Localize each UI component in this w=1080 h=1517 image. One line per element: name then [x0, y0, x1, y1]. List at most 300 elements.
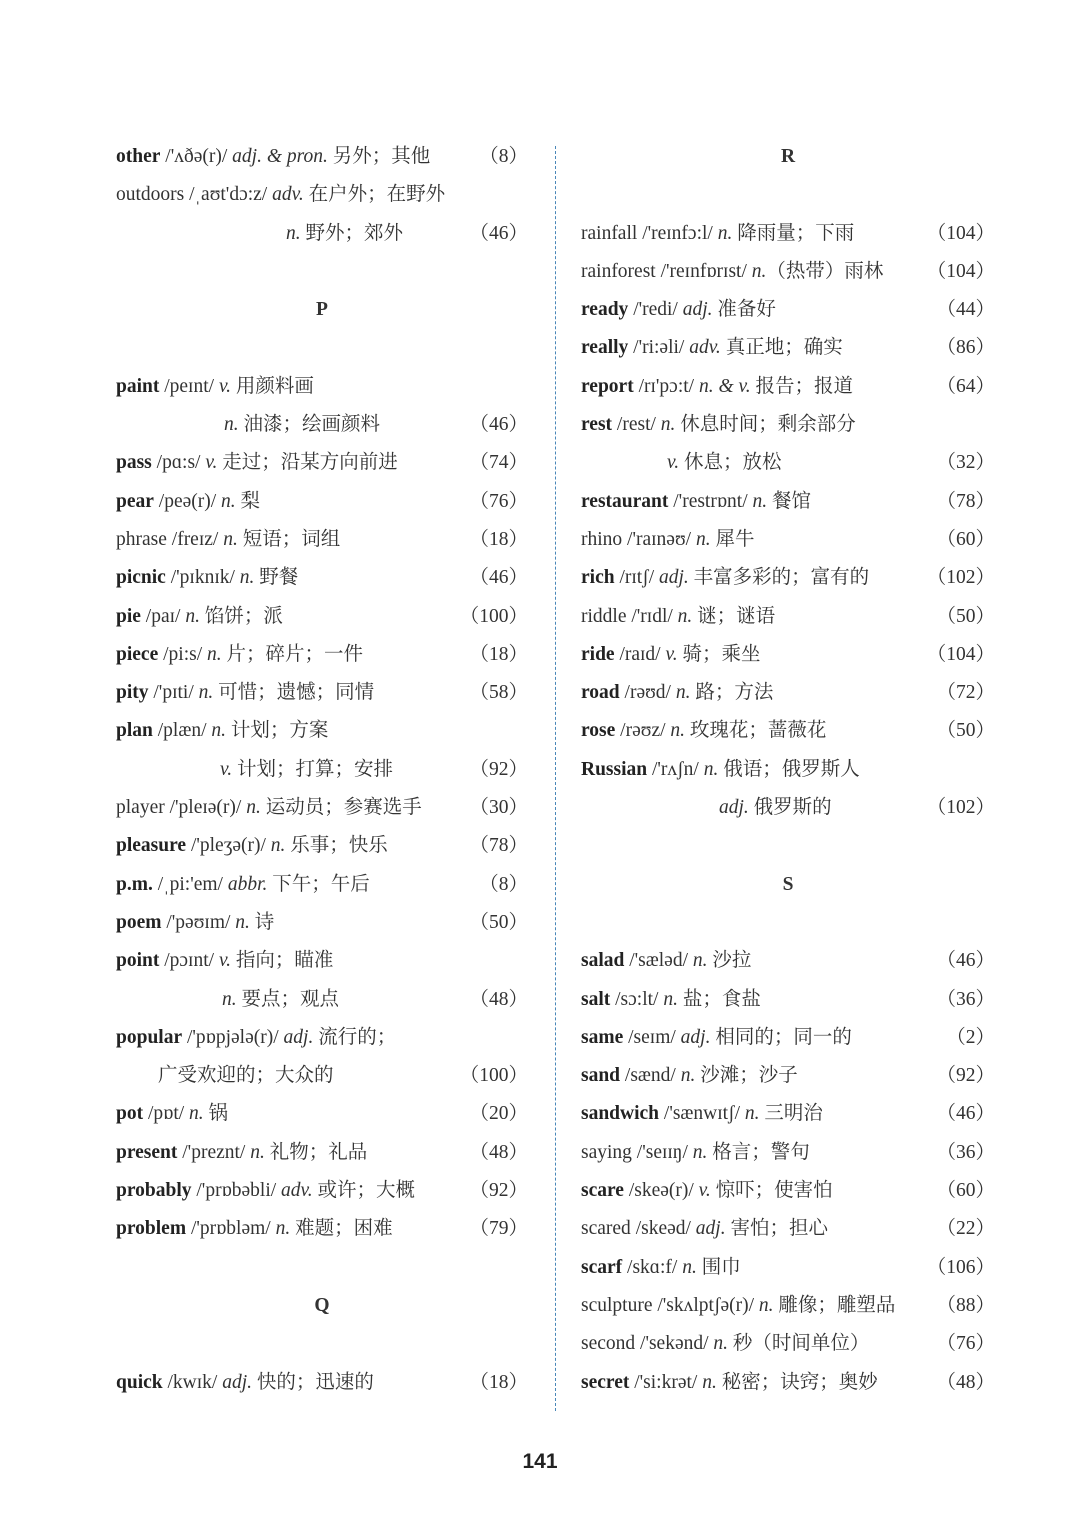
definition: 油漆；绘画颜料 — [238, 414, 381, 436]
entry-continuation — [581, 789, 995, 827]
spacer — [581, 827, 995, 865]
part-of-speech: n. — [235, 911, 250, 933]
definition: 围巾 — [696, 1256, 741, 1278]
definition: 休息；放松 — [679, 452, 782, 474]
phonetic: /freɪz/ — [166, 528, 224, 550]
entry-text — [224, 406, 380, 444]
page-ref: （48） — [469, 1141, 528, 1163]
headword: rainfall — [581, 222, 638, 244]
section-letter: R — [780, 146, 796, 167]
part-of-speech: n. — [758, 1294, 774, 1316]
glossary-entry — [581, 483, 995, 521]
part-of-speech: adj. — [659, 567, 689, 589]
entry-text — [286, 215, 403, 253]
headword: scare — [581, 1180, 624, 1202]
glossary-entry — [581, 329, 995, 367]
part-of-speech: n. — [660, 414, 676, 436]
definition: 玫瑰花；蔷薇花 — [685, 720, 827, 742]
phonetic: /'si:krət/ — [629, 1371, 703, 1393]
glossary-entry — [581, 1095, 995, 1133]
glossary-entry — [581, 1134, 995, 1172]
phonetic: /'pleɪə(r)/ — [164, 797, 247, 819]
definition: 下午；午后 — [267, 873, 370, 895]
page-ref: （36） — [936, 1141, 995, 1163]
part-of-speech: adj. & pron. — [232, 146, 328, 167]
phonetic: /'preznt/ — [177, 1141, 251, 1163]
spacer — [116, 1325, 528, 1363]
page-ref: （106） — [926, 1256, 995, 1278]
glossary-entry — [116, 942, 528, 980]
entry-text — [116, 797, 422, 818]
glossary-entry — [581, 674, 995, 712]
phonetic: /rɪtʃ/ — [614, 567, 659, 589]
definition: 锅 — [203, 1103, 229, 1125]
glossary-entry — [116, 636, 528, 674]
entry-text — [116, 491, 260, 512]
glossary-entry — [116, 789, 528, 827]
headword: same — [581, 1026, 624, 1048]
glossary-entry — [116, 1364, 528, 1402]
definition: 秘密；诀窍；奥妙 — [716, 1371, 878, 1393]
definition: 谜；谜语 — [692, 605, 776, 627]
page-ref: （50） — [936, 605, 995, 627]
part-of-speech: n. — [717, 222, 733, 244]
definition: 梨 — [235, 490, 261, 512]
page-ref: （60） — [936, 528, 995, 550]
glossary-entry — [116, 866, 528, 904]
glossary-entry — [116, 1172, 528, 1210]
phonetic: /pɑ:s/ — [151, 452, 206, 474]
phonetic: /plæn/ — [152, 720, 212, 742]
part-of-speech: n. — [286, 222, 301, 244]
definition: 休息时间；剩余部分 — [675, 414, 856, 436]
definition: 丰富多彩的；富有的 — [688, 567, 870, 589]
headword: quick — [116, 1371, 163, 1393]
phonetic: /'pəʊɪm/ — [161, 911, 236, 933]
part-of-speech: n. — [250, 1141, 265, 1163]
phonetic: /pɔɪnt/ — [159, 950, 219, 972]
section-letter: P — [316, 299, 328, 321]
headword: really — [581, 337, 629, 359]
page-ref: （48） — [936, 1371, 995, 1393]
entry-text — [116, 644, 363, 665]
definition: 盐；食盐 — [677, 988, 761, 1010]
headword: pie — [116, 605, 141, 627]
entry-text — [581, 1103, 823, 1124]
spacer — [116, 253, 528, 291]
page-ref: （50） — [469, 911, 528, 933]
definition: 相同的；同一的 — [710, 1026, 852, 1048]
definition: 要点；观点 — [236, 988, 340, 1010]
phonetic: /'ʌðə(r)/ — [160, 146, 233, 167]
entry-text — [116, 606, 283, 627]
phonetic: /'prɒbləm/ — [186, 1218, 276, 1240]
part-of-speech: n. — [270, 835, 286, 857]
page-ref: （76） — [469, 490, 528, 512]
glossary-entry — [116, 1134, 528, 1172]
phonetic: /'pɒpjələ(r)/ — [182, 1026, 284, 1048]
page-ref: （102） — [926, 567, 995, 589]
headword: second — [581, 1333, 636, 1355]
page-ref: （104） — [926, 222, 995, 244]
definition: 馅饼；派 — [199, 605, 283, 627]
entry-text — [581, 1142, 810, 1163]
definition: 可惜；遗憾；同情 — [213, 682, 375, 704]
part-of-speech: n. — [702, 1371, 717, 1393]
part-of-speech: n. — [221, 490, 236, 512]
glossary-entry — [116, 444, 528, 482]
definition: 俄罗斯的 — [748, 797, 832, 819]
page-ref: （86） — [936, 337, 995, 359]
definition: （热带）雨林 — [766, 260, 884, 282]
left-column — [116, 138, 528, 1402]
part-of-speech: n. — [751, 260, 767, 282]
phonetic: /paɪ/ — [140, 605, 186, 627]
page-ref: （104） — [926, 260, 995, 282]
headword: picnic — [116, 567, 166, 589]
page-ref: （78） — [936, 490, 995, 512]
definition: 雕像；雕塑品 — [773, 1294, 896, 1316]
entry-text — [158, 1057, 334, 1095]
phonetic: /seɪm/ — [623, 1026, 681, 1048]
phonetic: /'rʌʃn/ — [647, 758, 704, 780]
part-of-speech: v. — [665, 643, 678, 665]
part-of-speech: v. — [218, 950, 232, 972]
entry-text — [581, 337, 843, 358]
definition: 指向；瞄准 — [231, 950, 334, 972]
definition: 用颜料画 — [231, 375, 314, 397]
part-of-speech: n. — [207, 643, 222, 665]
entry-text — [116, 452, 398, 473]
page-ref: （100） — [459, 1065, 528, 1087]
part-of-speech: adv. — [272, 184, 304, 206]
definition: 计划；方案 — [226, 720, 329, 742]
entry-text — [581, 1257, 741, 1278]
headword: paint — [116, 375, 160, 397]
definition: 沙拉 — [707, 950, 752, 972]
page-ref: （8） — [479, 146, 528, 167]
definition: 片；碎片；一件 — [221, 643, 364, 665]
definition: 野餐 — [254, 567, 299, 589]
spacer — [116, 1249, 528, 1287]
page-ref: （44） — [936, 299, 995, 321]
entry-text — [581, 644, 760, 665]
part-of-speech: adj. — [680, 1026, 711, 1048]
page-ref: （79） — [469, 1218, 528, 1240]
entry-continuation — [116, 751, 528, 789]
headword: rich — [581, 567, 615, 589]
entry-continuation — [581, 444, 995, 482]
entry-text — [116, 1180, 415, 1201]
entry-text — [581, 950, 751, 971]
headword: player — [116, 797, 165, 819]
entry-text — [719, 789, 832, 827]
entry-text — [581, 567, 869, 588]
page-number: 141 — [522, 1450, 558, 1473]
part-of-speech: n. — [695, 528, 711, 550]
part-of-speech: adv. — [281, 1180, 313, 1202]
part-of-speech: n. — [703, 758, 719, 780]
definition: 计划；打算；安排 — [232, 758, 393, 780]
glossary-entry — [581, 751, 995, 789]
phonetic: /'ri:əli/ — [628, 337, 690, 359]
glossary-entry — [581, 406, 995, 444]
definition: 乐事；快乐 — [285, 835, 388, 857]
phonetic: /sɔ:lt/ — [610, 988, 664, 1010]
glossary-entry — [581, 981, 995, 1019]
part-of-speech: n. — [713, 1333, 729, 1355]
entry-text — [581, 1218, 828, 1239]
headword: rose — [581, 720, 616, 742]
glossary-entry — [116, 827, 528, 865]
entry-text — [581, 759, 860, 780]
definition: 三明治 — [759, 1103, 823, 1125]
page-ref: （8） — [479, 873, 528, 895]
entry-text — [116, 376, 314, 397]
part-of-speech: adj. — [283, 1026, 314, 1048]
page-ref: （2） — [946, 1026, 995, 1048]
headword: rest — [581, 414, 613, 436]
phonetic: /skeə(r)/ — [623, 1180, 699, 1202]
phonetic: /'sæləd/ — [624, 950, 693, 972]
part-of-speech: n. — [198, 682, 214, 704]
part-of-speech: n. — [185, 605, 200, 627]
entry-text — [116, 1027, 396, 1048]
headword: p.m. — [116, 873, 153, 895]
phonetic: /sænd/ — [620, 1065, 681, 1087]
headword: point — [116, 950, 160, 972]
headword: piece — [116, 643, 159, 665]
phonetic: /peɪnt/ — [159, 375, 219, 397]
entry-continuation — [116, 981, 528, 1019]
definition: 餐馆 — [767, 490, 812, 512]
definition: 真正地；确实 — [720, 337, 843, 359]
headword: poem — [116, 911, 162, 933]
page-ref: （74） — [469, 452, 528, 474]
entry-text — [116, 682, 374, 703]
headword: ready — [581, 299, 629, 321]
glossary-entry — [581, 559, 995, 597]
headword: rainforest — [581, 260, 656, 282]
headword: outdoors — [116, 184, 185, 206]
page-ref: （92） — [936, 1065, 995, 1087]
phonetic: /raɪd/ — [614, 643, 666, 665]
glossary-entry — [116, 1210, 528, 1248]
definition: 路；方法 — [690, 682, 774, 704]
entry-text — [116, 1372, 374, 1393]
entry-text — [116, 720, 328, 741]
entry-text — [581, 1372, 878, 1393]
phonetic: /pɒt/ — [143, 1103, 190, 1125]
entry-continuation — [116, 215, 528, 253]
phonetic: /'sænwɪtʃ/ — [659, 1103, 745, 1125]
entry-text — [581, 682, 773, 703]
entry-text — [116, 1218, 393, 1239]
headword: pot — [116, 1103, 144, 1125]
entry-text — [220, 751, 393, 789]
entry-text — [581, 1295, 895, 1316]
part-of-speech: n. — [211, 720, 226, 742]
headword: salad — [581, 950, 625, 972]
entry-text — [116, 567, 298, 588]
headword: pear — [116, 490, 154, 512]
phonetic: /ˌpi:'em/ — [152, 873, 228, 895]
phonetic: /'reɪnfɔ:l/ — [637, 222, 718, 244]
page-ref: （18） — [469, 528, 528, 550]
part-of-speech: adj. — [682, 299, 713, 321]
entry-text — [116, 912, 274, 933]
part-of-speech: n. — [224, 414, 239, 436]
headword: salt — [581, 988, 611, 1010]
part-of-speech: n. & v. — [698, 375, 751, 397]
headword: secret — [581, 1371, 630, 1393]
page-ref: （46） — [936, 1103, 995, 1125]
page-ref: （60） — [936, 1180, 995, 1202]
headword: sculpture — [581, 1294, 653, 1316]
definition: 在户外；在野外 — [303, 184, 446, 206]
glossary-entry — [581, 636, 995, 674]
spacer — [581, 176, 995, 214]
part-of-speech: n. — [223, 528, 238, 550]
entry-text — [581, 989, 761, 1010]
phonetic: /'prɒbəbli/ — [191, 1180, 282, 1202]
phonetic: /rəʊd/ — [619, 682, 676, 704]
page-ref: （48） — [469, 988, 528, 1010]
glossary-entry — [581, 368, 995, 406]
part-of-speech: n. — [239, 567, 255, 589]
page-ref: （50） — [936, 720, 995, 742]
right-column — [581, 138, 995, 1402]
definition: 骑；乘坐 — [677, 643, 761, 665]
glossary-entry — [581, 291, 995, 329]
entry-text — [581, 491, 811, 512]
entry-text — [581, 1065, 798, 1086]
part-of-speech: n. — [752, 490, 768, 512]
glossary-entry — [116, 1019, 528, 1057]
definition: 害怕；担心 — [725, 1218, 828, 1240]
phonetic: /'restrɒnt/ — [668, 490, 753, 512]
page-ref: （88） — [936, 1294, 995, 1316]
page-ref: （46） — [469, 567, 528, 589]
entry-text — [581, 414, 856, 435]
definition: 秒（时间单位） — [728, 1333, 870, 1355]
part-of-speech: v. — [698, 1180, 711, 1202]
headword: restaurant — [581, 490, 669, 512]
part-of-speech: adv. — [689, 337, 721, 359]
glossary-entry — [116, 521, 528, 559]
page-ref: （46） — [936, 950, 995, 972]
entry-text — [116, 529, 340, 550]
page-ref: （46） — [469, 414, 528, 436]
part-of-speech: n. — [677, 605, 693, 627]
entry-text — [116, 146, 430, 167]
part-of-speech: n. — [682, 1256, 697, 1278]
part-of-speech: n. — [246, 797, 261, 819]
definition: 诗 — [249, 911, 275, 933]
part-of-speech: v. — [205, 452, 218, 474]
glossary-entry — [581, 1364, 995, 1402]
entry-text — [581, 223, 854, 244]
definition: 格言；警句 — [707, 1141, 810, 1163]
phonetic: /'pɪknɪk/ — [165, 567, 240, 589]
definition: 运动员；参赛选手 — [260, 797, 422, 819]
definition: 沙滩；沙子 — [695, 1065, 798, 1087]
part-of-speech: adj. — [695, 1218, 726, 1240]
spacer — [581, 904, 995, 942]
glossary-entry — [116, 904, 528, 942]
definition: 流行的； — [313, 1026, 397, 1048]
glossary-entry — [581, 253, 995, 291]
page-ref: （46） — [469, 222, 528, 244]
glossary-entry — [116, 674, 528, 712]
part-of-speech: n. — [663, 988, 678, 1010]
headword: other — [116, 146, 161, 167]
page-ref: （100） — [459, 605, 528, 627]
entry-text — [581, 299, 776, 320]
page-ref: （92） — [469, 758, 528, 780]
definition: 野外；郊外 — [300, 222, 404, 244]
headword: problem — [116, 1218, 187, 1240]
glossary-entry — [581, 1172, 995, 1210]
phonetic: /'skʌlptʃə(r)/ — [652, 1294, 759, 1316]
glossary-entry — [581, 521, 995, 559]
part-of-speech: n. — [675, 682, 691, 704]
entry-text — [116, 1103, 228, 1124]
glossary-entry — [581, 712, 995, 750]
glossary-entry — [116, 368, 528, 406]
phonetic: /'reɪnfɒrɪst/ — [655, 260, 752, 282]
page-ref: （22） — [936, 1218, 995, 1240]
part-of-speech: n. — [744, 1103, 760, 1125]
entry-text — [581, 1180, 833, 1201]
entry-text — [667, 444, 781, 482]
headword: pity — [116, 682, 149, 704]
headword: popular — [116, 1026, 183, 1048]
part-of-speech: abbr. — [227, 873, 268, 895]
glossary-entry — [581, 1287, 995, 1325]
part-of-speech: n. — [275, 1218, 291, 1240]
part-of-speech: n. — [692, 950, 708, 972]
headword: pleasure — [116, 835, 187, 857]
part-of-speech: v. — [667, 452, 680, 474]
definition: 报告；报道 — [750, 375, 853, 397]
phonetic: /'rɪdl/ — [626, 605, 678, 627]
headword: rhino — [581, 528, 623, 550]
entry-text — [581, 1027, 852, 1048]
part-of-speech: n. — [692, 1141, 708, 1163]
part-of-speech: v. — [220, 758, 233, 780]
phonetic: /rest/ — [612, 414, 661, 436]
entry-text — [116, 835, 388, 856]
part-of-speech: n. — [670, 720, 686, 742]
page-ref: （102） — [926, 797, 995, 819]
definition: 广受欢迎的；大众的 — [158, 1065, 334, 1087]
page-ref: （72） — [936, 682, 995, 704]
phonetic: /peə(r)/ — [153, 490, 222, 512]
phonetic: /kwɪk/ — [162, 1371, 223, 1393]
part-of-speech: adj. — [222, 1371, 252, 1393]
definition: 难题；困难 — [290, 1218, 393, 1240]
headword: pass — [116, 452, 152, 474]
page-ref: （78） — [469, 835, 528, 857]
page-ref: （104） — [926, 643, 995, 665]
glossary-entry — [116, 483, 528, 521]
headword: scarf — [581, 1256, 623, 1278]
phonetic: /'sekənd/ — [635, 1333, 714, 1355]
definition: 礼物；礼品 — [264, 1141, 368, 1163]
entry-text — [116, 874, 370, 895]
glossary-entry — [116, 598, 528, 636]
